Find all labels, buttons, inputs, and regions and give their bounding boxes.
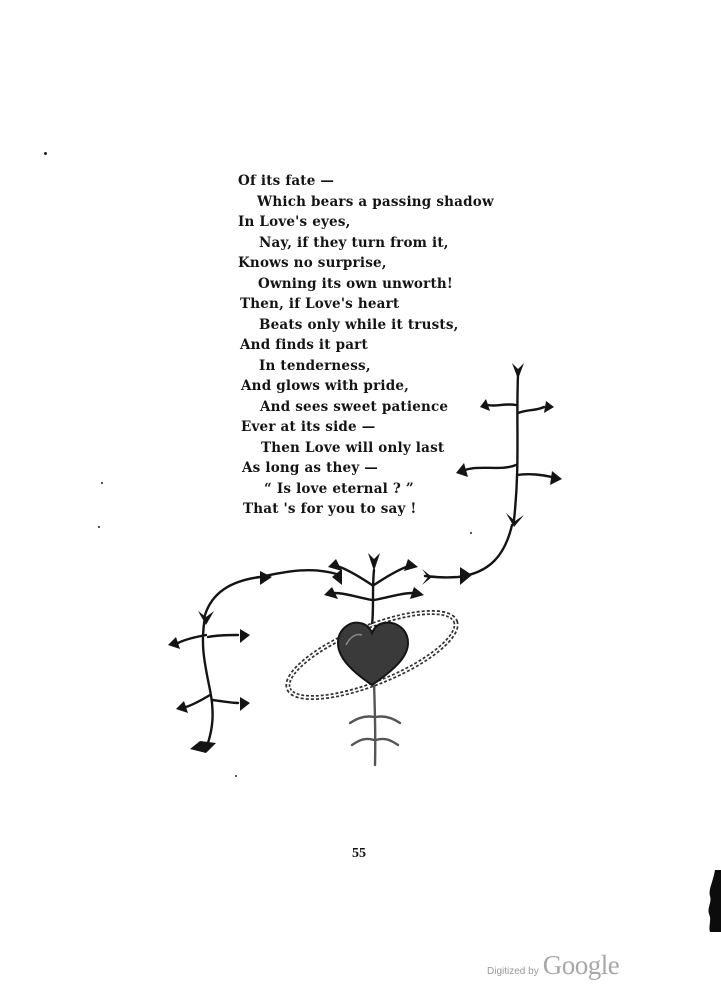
poem-line: Knows no surprise, <box>238 255 387 271</box>
watermark-prefix: Digitized by <box>487 966 539 977</box>
poem-line: In tenderness, <box>259 358 371 374</box>
vine-and-heart-ornament <box>160 345 570 780</box>
google-logo: Google <box>542 950 620 980</box>
digitized-watermark <box>487 950 619 980</box>
poem-line: That 's for you to say ! <box>243 501 417 517</box>
poem-line: Beats only while it trusts, <box>259 317 459 333</box>
left-vine-arc <box>205 570 340 615</box>
poem-line: In Love's eyes, <box>238 214 351 230</box>
right-vine-arc <box>425 525 512 577</box>
poem-line: Which bears a passing shadow <box>257 194 494 210</box>
poem-line: Ever at its side — <box>241 419 376 435</box>
ink-speck <box>470 532 472 534</box>
poem-line: Then Love will only last <box>261 440 445 456</box>
poem-line: Nay, if they turn from it, <box>259 235 449 251</box>
page-edge-mark <box>706 870 721 932</box>
poem-line: Then, if Love's heart <box>240 296 400 312</box>
ink-speck <box>98 526 100 528</box>
ink-speck <box>101 482 103 484</box>
ink-speck <box>235 775 237 777</box>
poem-line: Of its fate — <box>238 173 335 189</box>
ink-speck <box>44 152 47 155</box>
page-number: 55 <box>352 846 366 861</box>
poem-line: As long as they — <box>242 460 378 476</box>
poem-line: And glows with pride, <box>241 378 410 394</box>
right-vine-stem <box>514 375 518 520</box>
lower-stem <box>374 675 375 765</box>
poem-line: “ Is love eternal ? ” <box>264 481 414 497</box>
poem-line: Owning its own unworth! <box>258 276 454 292</box>
poem-line: And sees sweet patience <box>260 399 449 415</box>
poem-line: And finds it part <box>240 337 368 353</box>
heart-shape <box>338 623 408 685</box>
